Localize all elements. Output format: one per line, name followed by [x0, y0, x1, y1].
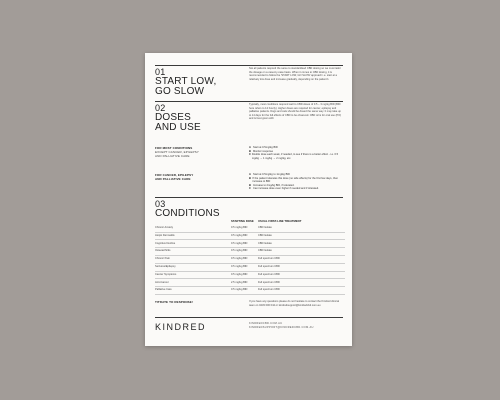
- list-item: B If the patient tolerates this dose (no side effects) for the first few days, then increase to BID: [249, 176, 339, 184]
- section-divider: [155, 197, 343, 198]
- condition-name: Palliative Care: [155, 288, 172, 292]
- dosing-group-title: FOR MOST CONDITIONS EXCEPT CANCER, EPILEPSY AND PALLIATIVE CARE: [155, 146, 199, 158]
- list-item: A Start at 0.5mg/kg BID: [249, 146, 278, 149]
- section-heading: START LOW, GO SLOW: [155, 76, 217, 97]
- dosing-group-title: FOR CANCER, EPILEPSY AND PALLIATIVE CARE: [155, 173, 194, 181]
- list-item: B Increase to 2mg/kg BID, if tolerated.: [249, 183, 295, 187]
- section-number: 02: [155, 103, 166, 113]
- list-item: C Double dose each week, if needed, to see if there is a better effect - i.e. 0.5 mg/kg → 1 mg/kg → 2 mg/kg, etc.: [249, 153, 339, 160]
- section-divider: [155, 101, 343, 102]
- section-body: Typically, most conditions respond well to CBD doses of 0.5 – 3 mg/kg BID (BID here refers to 12 hourly). Higher doses are required for cancer, epilepsy and palliative patients. Dogs and cats should be dosed the same way. It may take up to 14 days for the full effects of CBD to be observed. CBD oil is for oral use (PO) and is best given with: [249, 103, 342, 121]
- section-heading: CONDITIONS: [155, 208, 220, 219]
- footer-divider: [155, 317, 343, 318]
- first-line-treatment: CBD Isolate: [258, 226, 272, 229]
- titrate-label: TITRATE TO RESPONSE!: [155, 300, 193, 304]
- starting-dose: 0.5 mg/kg BID: [231, 241, 248, 245]
- starting-dose: 0.5 mg/kg BID: [231, 233, 248, 237]
- dosing-steps: [249, 146, 343, 160]
- condition-name: Osteoarthritis: [155, 249, 171, 253]
- condition-name: Chronic Anxiety: [155, 226, 174, 229]
- table-row: [155, 286, 345, 295]
- condition-name: Anti-Cancer: [155, 280, 169, 284]
- dosing-steps: [249, 173, 343, 191]
- first-line-treatment: Full spectrum CBD: [258, 288, 280, 292]
- condition-name: Seizures/Epilepsy: [155, 265, 176, 268]
- starting-dose: 0.5 mg/kg BID: [231, 257, 248, 261]
- starting-dose: 2.5 mg/kg BID: [231, 280, 248, 284]
- contact-info: KINDREDCBD.COM.AU KINDREDSUPPORT@KINDREDCBD.COM.AU: [249, 322, 314, 329]
- list-item: A Start at 0.5mg/kg to 1mg/kg BID: [249, 173, 290, 176]
- list-item: B Monitor response: [249, 149, 274, 153]
- starting-dose: 0.5 mg/kg BID: [231, 265, 248, 268]
- kindred-logo: KINDRED: [155, 322, 207, 332]
- first-line-treatment: Full spectrum CBD: [258, 280, 280, 284]
- table-header-treatment: USUAL FIRST-LINE TREATMENT: [258, 219, 302, 223]
- first-line-treatment: CBD Isolate: [258, 233, 272, 237]
- starting-dose: 0.5 mg/kg BID: [231, 226, 248, 229]
- first-line-treatment: Full spectrum CBD: [258, 272, 280, 276]
- first-line-treatment: Full spectrum CBD: [258, 265, 280, 268]
- condition-name: Cancer Symptoms: [155, 272, 177, 276]
- section-heading: DOSES AND USE: [155, 112, 201, 133]
- section-number: 03: [155, 199, 166, 209]
- starting-dose: 0.5 mg/kg BID: [231, 288, 248, 292]
- starting-dose: 0.5 mg/kg BID: [231, 249, 248, 253]
- first-line-treatment: Full spectrum CBD: [258, 257, 280, 261]
- section-body: Not all patients respond the same to standardised CBD dosing so we must tailor the dosage on a case-by-case basis. When it comes to CBD dosing, it is recommended to follow the 'START LOW, GO SLOW' approach i.e. start at a relatively low dose and increase gradually, depending on the patient's: [249, 67, 341, 81]
- list-item: C Can increase dose even higher if needed and if tolerated.: [249, 187, 319, 191]
- condition-name: Chronic Pain: [155, 257, 170, 261]
- first-line-treatment: CBD Isolate: [258, 241, 272, 245]
- section-divider: [155, 65, 343, 66]
- condition-name: Cognitive Decline: [155, 241, 176, 245]
- info-sheet: [145, 53, 352, 346]
- table-header-starting-dose: STARTING DOSE: [231, 219, 254, 223]
- first-line-treatment: CBD Isolate: [258, 249, 272, 253]
- starting-dose: 0.5 mg/kg BID: [231, 272, 248, 276]
- section-number: 01: [155, 67, 166, 77]
- titrate-text: If you have any questions please do not hesitate to contact the Kindred clinical team on 0433 000 044 or kindredsupport@kindredcbd.com.au: [249, 300, 339, 307]
- condition-name: Atopic Dermatitis: [155, 233, 175, 237]
